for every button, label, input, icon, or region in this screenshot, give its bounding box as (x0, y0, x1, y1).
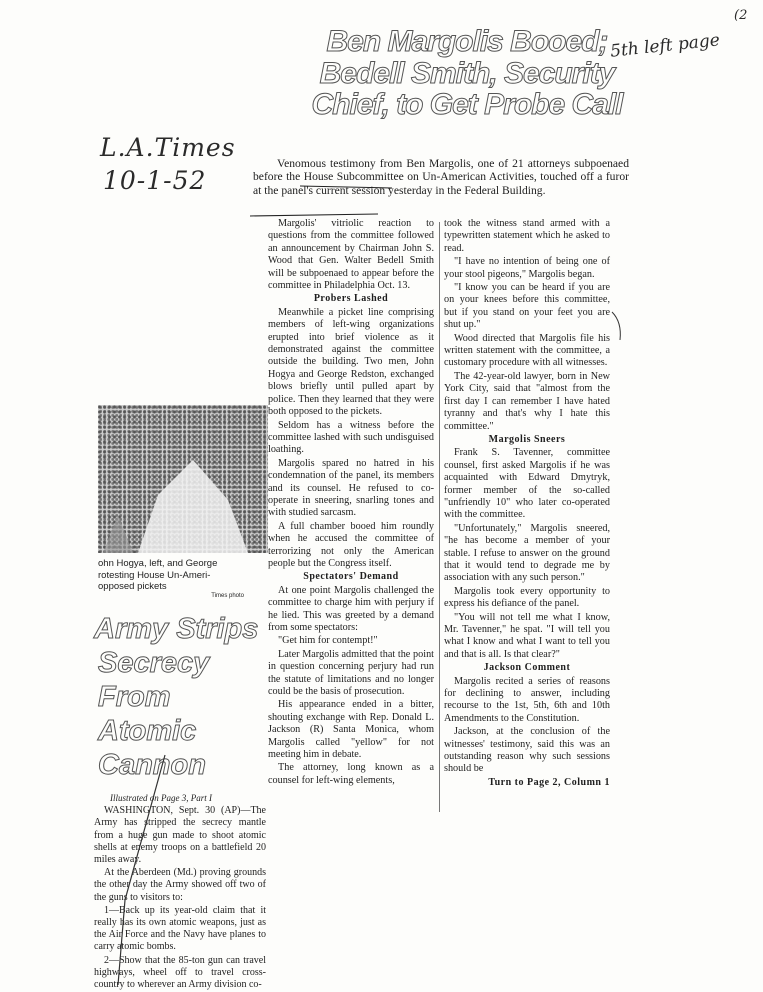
army-headline-line-1: Army Strips (94, 613, 259, 645)
headline-line-2: Bedell Smith, Security (319, 56, 615, 90)
paragraph: 2—Show that the 85-ton gun can travel highways, wheel off to travel cross-country to wherever an Army division co- (94, 954, 266, 991)
caption-line-3: opposed pickets (98, 581, 167, 592)
paragraph: The 42-year-old lawyer, born in New York City, said that "almost from the first day I can remember I have hated tyranny and that's why I hate this committee." (444, 370, 610, 432)
subhead-probers-lashed: Probers Lashed (313, 293, 389, 305)
paragraph: Margolis recited a series of reasons for declining to answer, including recourse to the 1st, 5th, 6th and 10th Amendments to the Constitution. (444, 675, 610, 724)
corner-page-mark: (2 (734, 8, 748, 23)
army-headline-line-3: Atomic Cannon (98, 715, 206, 781)
paragraph: "Unfortunately," Margolis sneered, "he has become a member of your stable. I refuse to answer on the ground that it would tend to degrade me by association with any such person." (444, 522, 610, 584)
paragraph: Margolis' vitriolic reaction to questions from the committee followed an announcement by Chairman John S. Wood that Gen. Walter Bedell Smith will be subpoenaed to appear before the committee in Philadelphia Oct. 13. (268, 218, 434, 292)
subhead-margolis-sneers: Margolis Sneers (488, 433, 566, 445)
army-headline-line-2: Secrecy From (98, 647, 210, 713)
paragraph: His appearance ended in a bitter, shouting exchange with Rep. Donald L. Jackson (R) Santa Monica, whom Margolis called "yellow" for not meeting him in debate. (268, 699, 434, 761)
jump-line: Turn to Page 2, Column 1 (488, 776, 610, 788)
subhead-spectators-demand: Spectators' Demand (303, 571, 399, 583)
paragraph: Jackson, at the conclusion of the witnesses' testimony, said this was an outstanding reason why such sessions should be (444, 726, 610, 775)
paragraph: WASHINGTON, Sept. 30 (AP)—The Army has stripped the secrecy mantle from a huge gun made to shoot atomic shells at enemy troops on a battlefield 20 miles away. (94, 805, 266, 866)
caption-line-1: ohn Hogya, left, and George (98, 558, 218, 569)
handwritten-date: 10-1-52 (103, 166, 207, 195)
photo-credit: Times photo (211, 592, 244, 599)
paragraph: Frank S. Tavenner, committee counsel, first asked Margolis if he was acquainted with Edward Dmytryk, former member of the so-called "unfriendly 10" who later co-operated with the committee. (444, 447, 610, 521)
paragraph: "You will not tell me what I know, Mr. Tavenner," he spat. "I will tell you what I know and what I want to tell you and that is all. Is that clear?" (444, 611, 610, 660)
paragraph: Margolis spared no hatred in his condemnation of the panel, its members and its counsel. He refused to co-operate in sneering, snarling tones and with studied sarcasm. (268, 457, 434, 519)
paragraph: Wood directed that Margolis file his written statement with the committee, a customary procedure with all witnesses. (444, 332, 610, 369)
caption-line-2: rotesting House Un-Ameri- (98, 569, 211, 581)
paragraph: "I have no intention of being one of your stool pigeons," Margolis began. (444, 256, 610, 280)
handwritten-page-note: 5th left page (609, 30, 721, 62)
illustrated-note: Illustrated on Page 3, Part I (110, 793, 212, 803)
paragraph: took the witness stand armed with a typewritten statement which he asked to read. (444, 218, 610, 254)
lead-paragraph: Venomous testimony from Ben Margolis, one of 21 attorneys subpoenaed before the House Subcommittee on Un-American Activities, touched off a furor at the panel's current session yesterday in the Federal Building. (253, 157, 629, 197)
paragraph: At the Aberdeen (Md.) proving grounds the other day the Army showed off two of the guns to visitors to: (94, 867, 266, 903)
paragraph: At one point Margolis challenged the committee to charge him with perjury if he lied. This was greeted by a demand from some spectators: (268, 584, 434, 633)
paragraph: A full chamber booed him roundly when he accused the committee of terrorizing not only the American people but the Congress itself. (268, 520, 434, 569)
headline-line-3: Chief, to Get Probe Call (311, 88, 623, 121)
paragraph: Meanwhile a picket line comprising members of left-wing organizations erupted into brief violence as it demonstrated against the committee outside the building. Two men, John Hogya and George Redston, exchanged blows briefly until pulled apart by police. Then they learned that they were both opposed to the pickets. (268, 306, 434, 418)
headline-line-1: Ben Margolis Booed; (326, 25, 608, 58)
paragraph: The attorney, long known as a counsel for left-wing elements, (268, 762, 434, 786)
paragraph: "I know you can be heard if you are on your knees before this committee, but if you stand on your feet you are shut up." (444, 282, 610, 331)
handwritten-source: L.A.Times (100, 133, 236, 162)
paragraph: "Get him for contempt!" (278, 635, 378, 647)
paragraph: Later Margolis admitted that the point in question concerning perjury had run the statute of limitations and no longer could be the basis of prosecution. (268, 648, 434, 698)
paragraph: Margolis took every opportunity to express his defiance of the panel. (444, 585, 610, 610)
paragraph: 1—Back up its year-old claim that it really has its own atomic weapons, just as the Air Force and the Navy have planes to carry atomic bombs. (94, 904, 266, 953)
subhead-jackson-comment: Jackson Comment (483, 662, 571, 674)
paragraph: Seldom has a witness before the committee lashed with such undisguised loathing. (268, 419, 434, 456)
